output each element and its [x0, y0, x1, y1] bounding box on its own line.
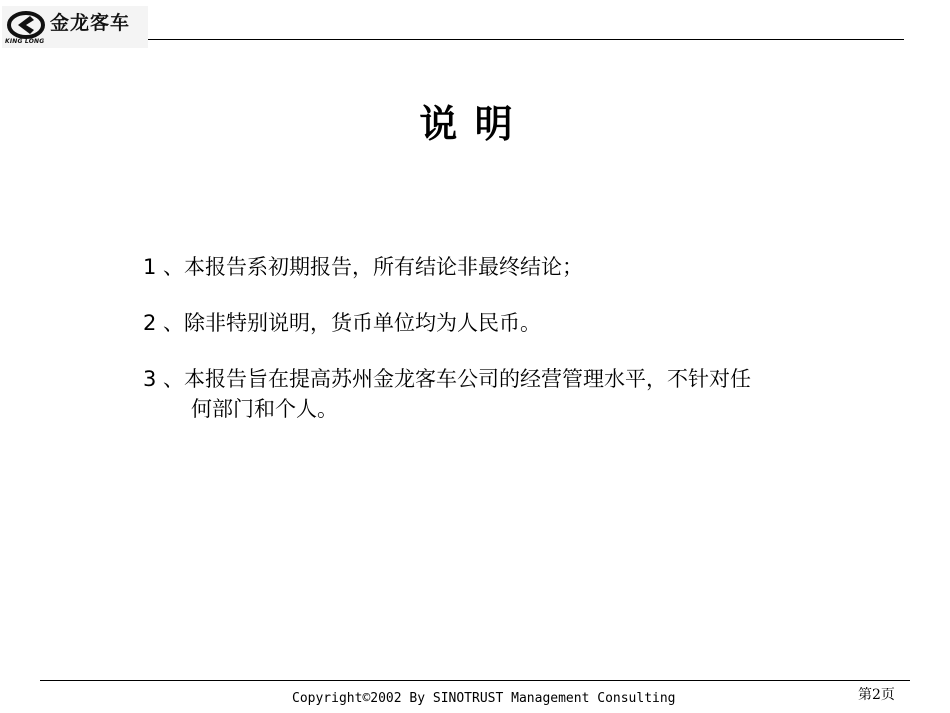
footer-divider: [40, 680, 910, 681]
logo-text-cn: 金龙客车: [50, 12, 131, 34]
note-number: 1: [143, 255, 157, 279]
notes-list: [143, 252, 863, 450]
list-item: [143, 252, 863, 282]
note-text: 、本报告系初期报告，所有结论非最终结论；: [163, 255, 583, 279]
page-title: 说 明: [419, 102, 515, 146]
note-text-continued: 何部门和个人。: [191, 397, 338, 421]
logo-text-en: KING LONG: [5, 38, 45, 45]
note-text: 、除非特别说明，货币单位均为人民币。: [163, 311, 541, 335]
copyright-text: Copyright©2002 By SINOTRUST Management Consulting: [292, 691, 676, 706]
note-number: 2: [143, 311, 157, 335]
header-divider: [148, 39, 904, 40]
logo: [2, 6, 148, 48]
note-text: 、本报告旨在提高苏州金龙客车公司的经营管理水平，不针对任: [163, 367, 751, 391]
note-number: 3: [143, 367, 157, 391]
list-item: [143, 308, 863, 338]
page-number: 第2页: [858, 687, 895, 703]
list-item: [143, 364, 863, 424]
